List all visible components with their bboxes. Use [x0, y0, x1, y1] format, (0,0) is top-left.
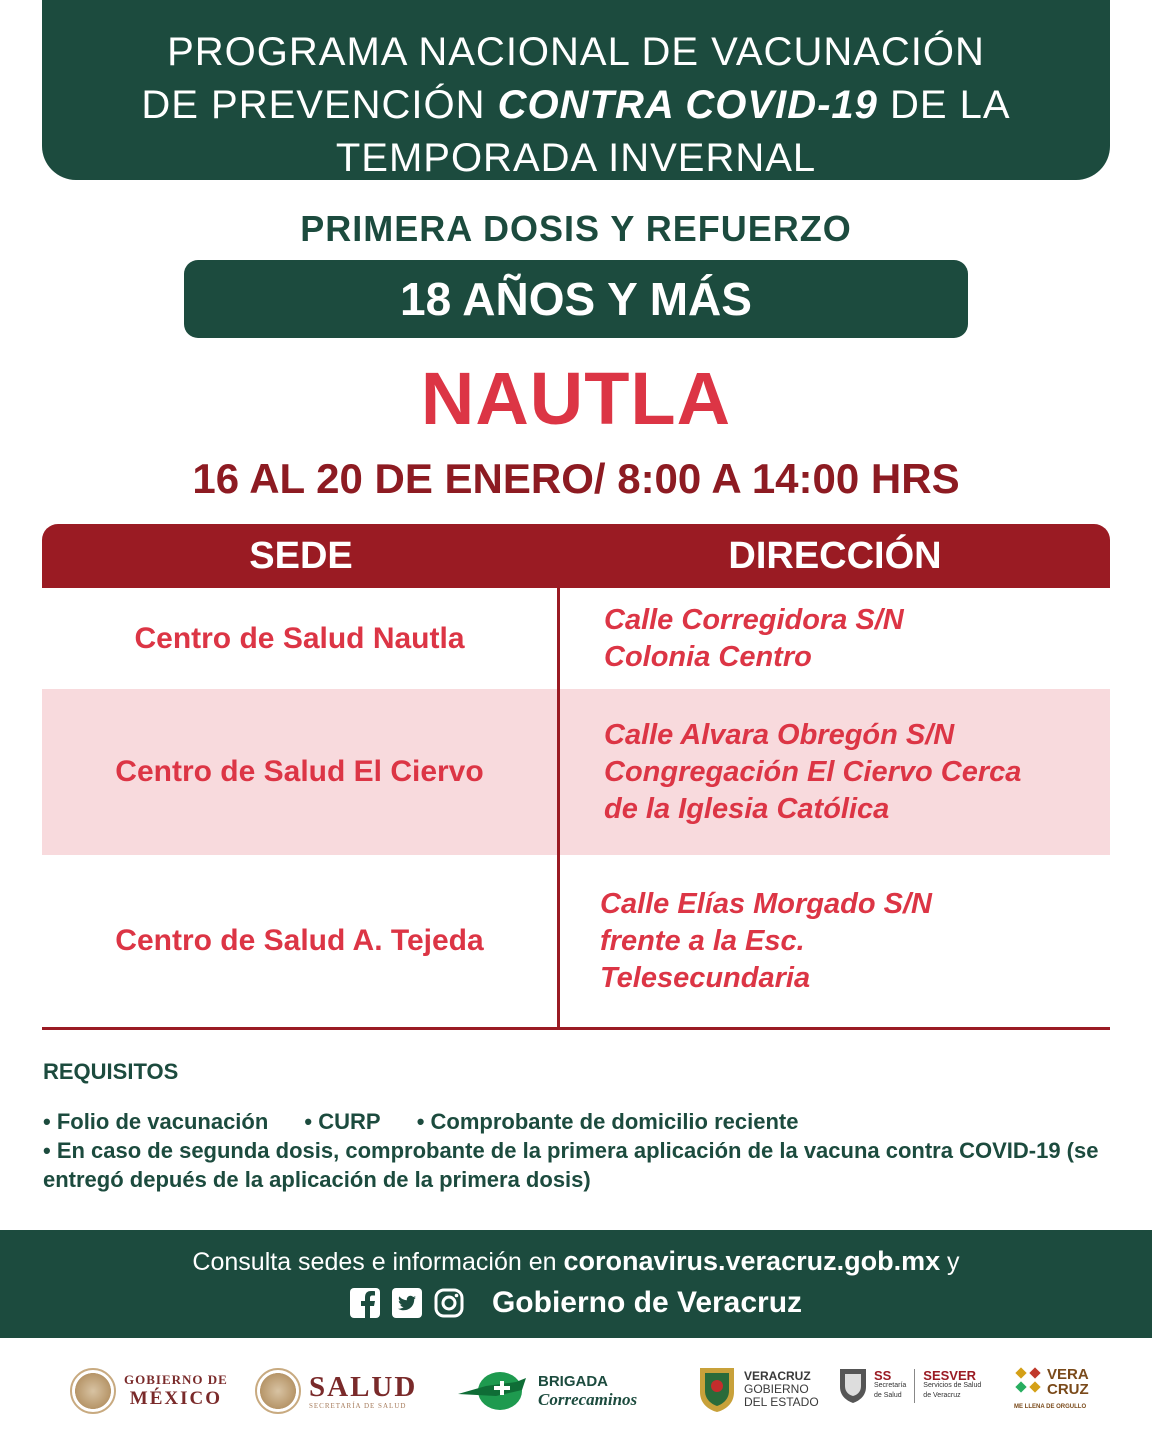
roadrunner-icon — [456, 1368, 532, 1414]
table-row — [42, 588, 1110, 689]
table-row — [42, 855, 1110, 1027]
logo-brigada-line1: BRIGADA — [538, 1372, 608, 1390]
website-link[interactable]: coronavirus.veracruz.gob.mx — [563, 1246, 941, 1276]
req-domicilio: • Comprobante de domicilio reciente — [416, 1109, 799, 1134]
twitter-icon[interactable] — [392, 1288, 422, 1318]
logo-ss-line1: SS — [874, 1368, 892, 1383]
logo-gobmx-line1: GOBIERNO DE — [124, 1372, 228, 1387]
locations-table — [42, 524, 1110, 1030]
city-title: NAUTLA — [420, 357, 732, 440]
logo-vera-line2: CRUZ — [1047, 1381, 1089, 1398]
ss-sesver-logo — [838, 1366, 981, 1406]
header-line-2-post: DE LA — [877, 83, 1011, 127]
logo-sesver-line2: Servicios de Salud — [923, 1382, 982, 1389]
header-line-1: PROGRAMA NACIONAL DE VACUNACIÓN — [167, 30, 985, 74]
header-direccion: DIRECCIÓN — [728, 534, 942, 577]
sede-cell: Centro de Salud A. Tejeda — [42, 855, 560, 1027]
header-banner — [42, 0, 1110, 180]
logo-veracruz-line1: VERACRUZ — [744, 1368, 811, 1383]
req-folio: • Folio de vacunación — [43, 1109, 269, 1134]
mexico-seal-icon — [70, 1368, 116, 1414]
req-curp: • CURP — [304, 1109, 381, 1134]
logo-veracruz-line2: GOBIERNO — [744, 1381, 809, 1396]
footer-social — [0, 1286, 1152, 1320]
footer-suffix: y — [940, 1248, 960, 1276]
sede-cell: Centro de Salud Nautla — [42, 588, 560, 689]
header-line-2-strong: CONTRA COVID-19 — [497, 83, 878, 127]
req-segunda-dosis: • En caso de segunda dosis, comprobante de la primera aplicación de la vacuna contra COVID-19 (se entregó depués de la aplicación de la primera dosis) — [43, 1138, 1099, 1192]
salud-seal-icon — [255, 1368, 301, 1414]
logo-divider — [914, 1369, 915, 1403]
veracruz-pattern-icon — [1014, 1366, 1044, 1398]
logo-brigada-line2: Correcaminos — [538, 1389, 638, 1409]
footer-prefix: Consulta sedes e información en — [192, 1248, 564, 1276]
gobierno-veracruz-logo — [698, 1364, 819, 1414]
gobierno-mexico-logo — [70, 1368, 228, 1414]
requirements-inline — [43, 1107, 1123, 1136]
footer-info — [0, 1246, 1152, 1277]
logo-veracruz-line3: DEL ESTADO — [744, 1394, 819, 1409]
footer-banner — [0, 1230, 1152, 1338]
dates-schedule: 16 AL 20 DE ENERO/ 8:00 A 14:00 HRS — [192, 455, 960, 502]
facebook-icon[interactable] — [350, 1288, 380, 1318]
logo-gobmx-line2: MÉXICO — [129, 1388, 223, 1409]
veracruz-shield-icon — [698, 1364, 736, 1414]
direccion-cell: Calle Elías Morgado S/N frente a la Esc. Telesecundaria — [600, 887, 932, 994]
table-header — [42, 524, 1110, 588]
logo-sesver-line1: SESVER — [923, 1368, 977, 1383]
table-row — [42, 689, 1110, 855]
header-line-2-pre: DE PREVENCIÓN — [141, 83, 498, 127]
header-sede: SEDE — [249, 534, 353, 577]
salud-logo — [255, 1368, 417, 1414]
logo-sesver-line3: de Veracruz — [923, 1392, 961, 1399]
logos-strip — [0, 1350, 1152, 1430]
ss-shield-icon — [838, 1366, 868, 1406]
logo-salud-line1: SALUD — [309, 1370, 418, 1403]
sede-cell: Centro de Salud El Ciervo — [42, 689, 560, 855]
requirements-list — [43, 1107, 1123, 1194]
logo-vera-line3: ME LLENA DE ORGULLO — [1014, 1404, 1087, 1410]
veracruz-orgullo-logo — [1014, 1366, 1089, 1410]
direccion-cell: Calle Alvara Obregón S/N Congregación El Ciervo Cerca de la Iglesia Católica — [604, 718, 1022, 825]
social-handle: Gobierno de Veracruz — [491, 1286, 803, 1319]
instagram-icon[interactable] — [434, 1288, 464, 1318]
dose-subtitle: PRIMERA DOSIS Y REFUERZO — [300, 208, 852, 249]
logo-ss-line2: Secretaría — [874, 1382, 907, 1389]
direccion-cell: Calle Corregidora S/N Colonia Centro — [604, 603, 904, 673]
logo-vera-line1: VERA — [1047, 1366, 1089, 1383]
age-badge: 18 AÑOS Y MÁS — [184, 260, 968, 338]
logo-salud-line2: SECRETARÍA DE SALUD — [309, 1401, 407, 1410]
brigada-correcaminos-logo — [456, 1368, 637, 1414]
table-bottom-rule — [42, 1027, 1110, 1030]
header-line-2 — [42, 79, 1110, 132]
requirements-title: REQUISITOS — [43, 1059, 179, 1084]
header-line-3: TEMPORADA INVERNAL — [335, 136, 817, 180]
logo-ss-line3: de Salud — [874, 1392, 902, 1399]
